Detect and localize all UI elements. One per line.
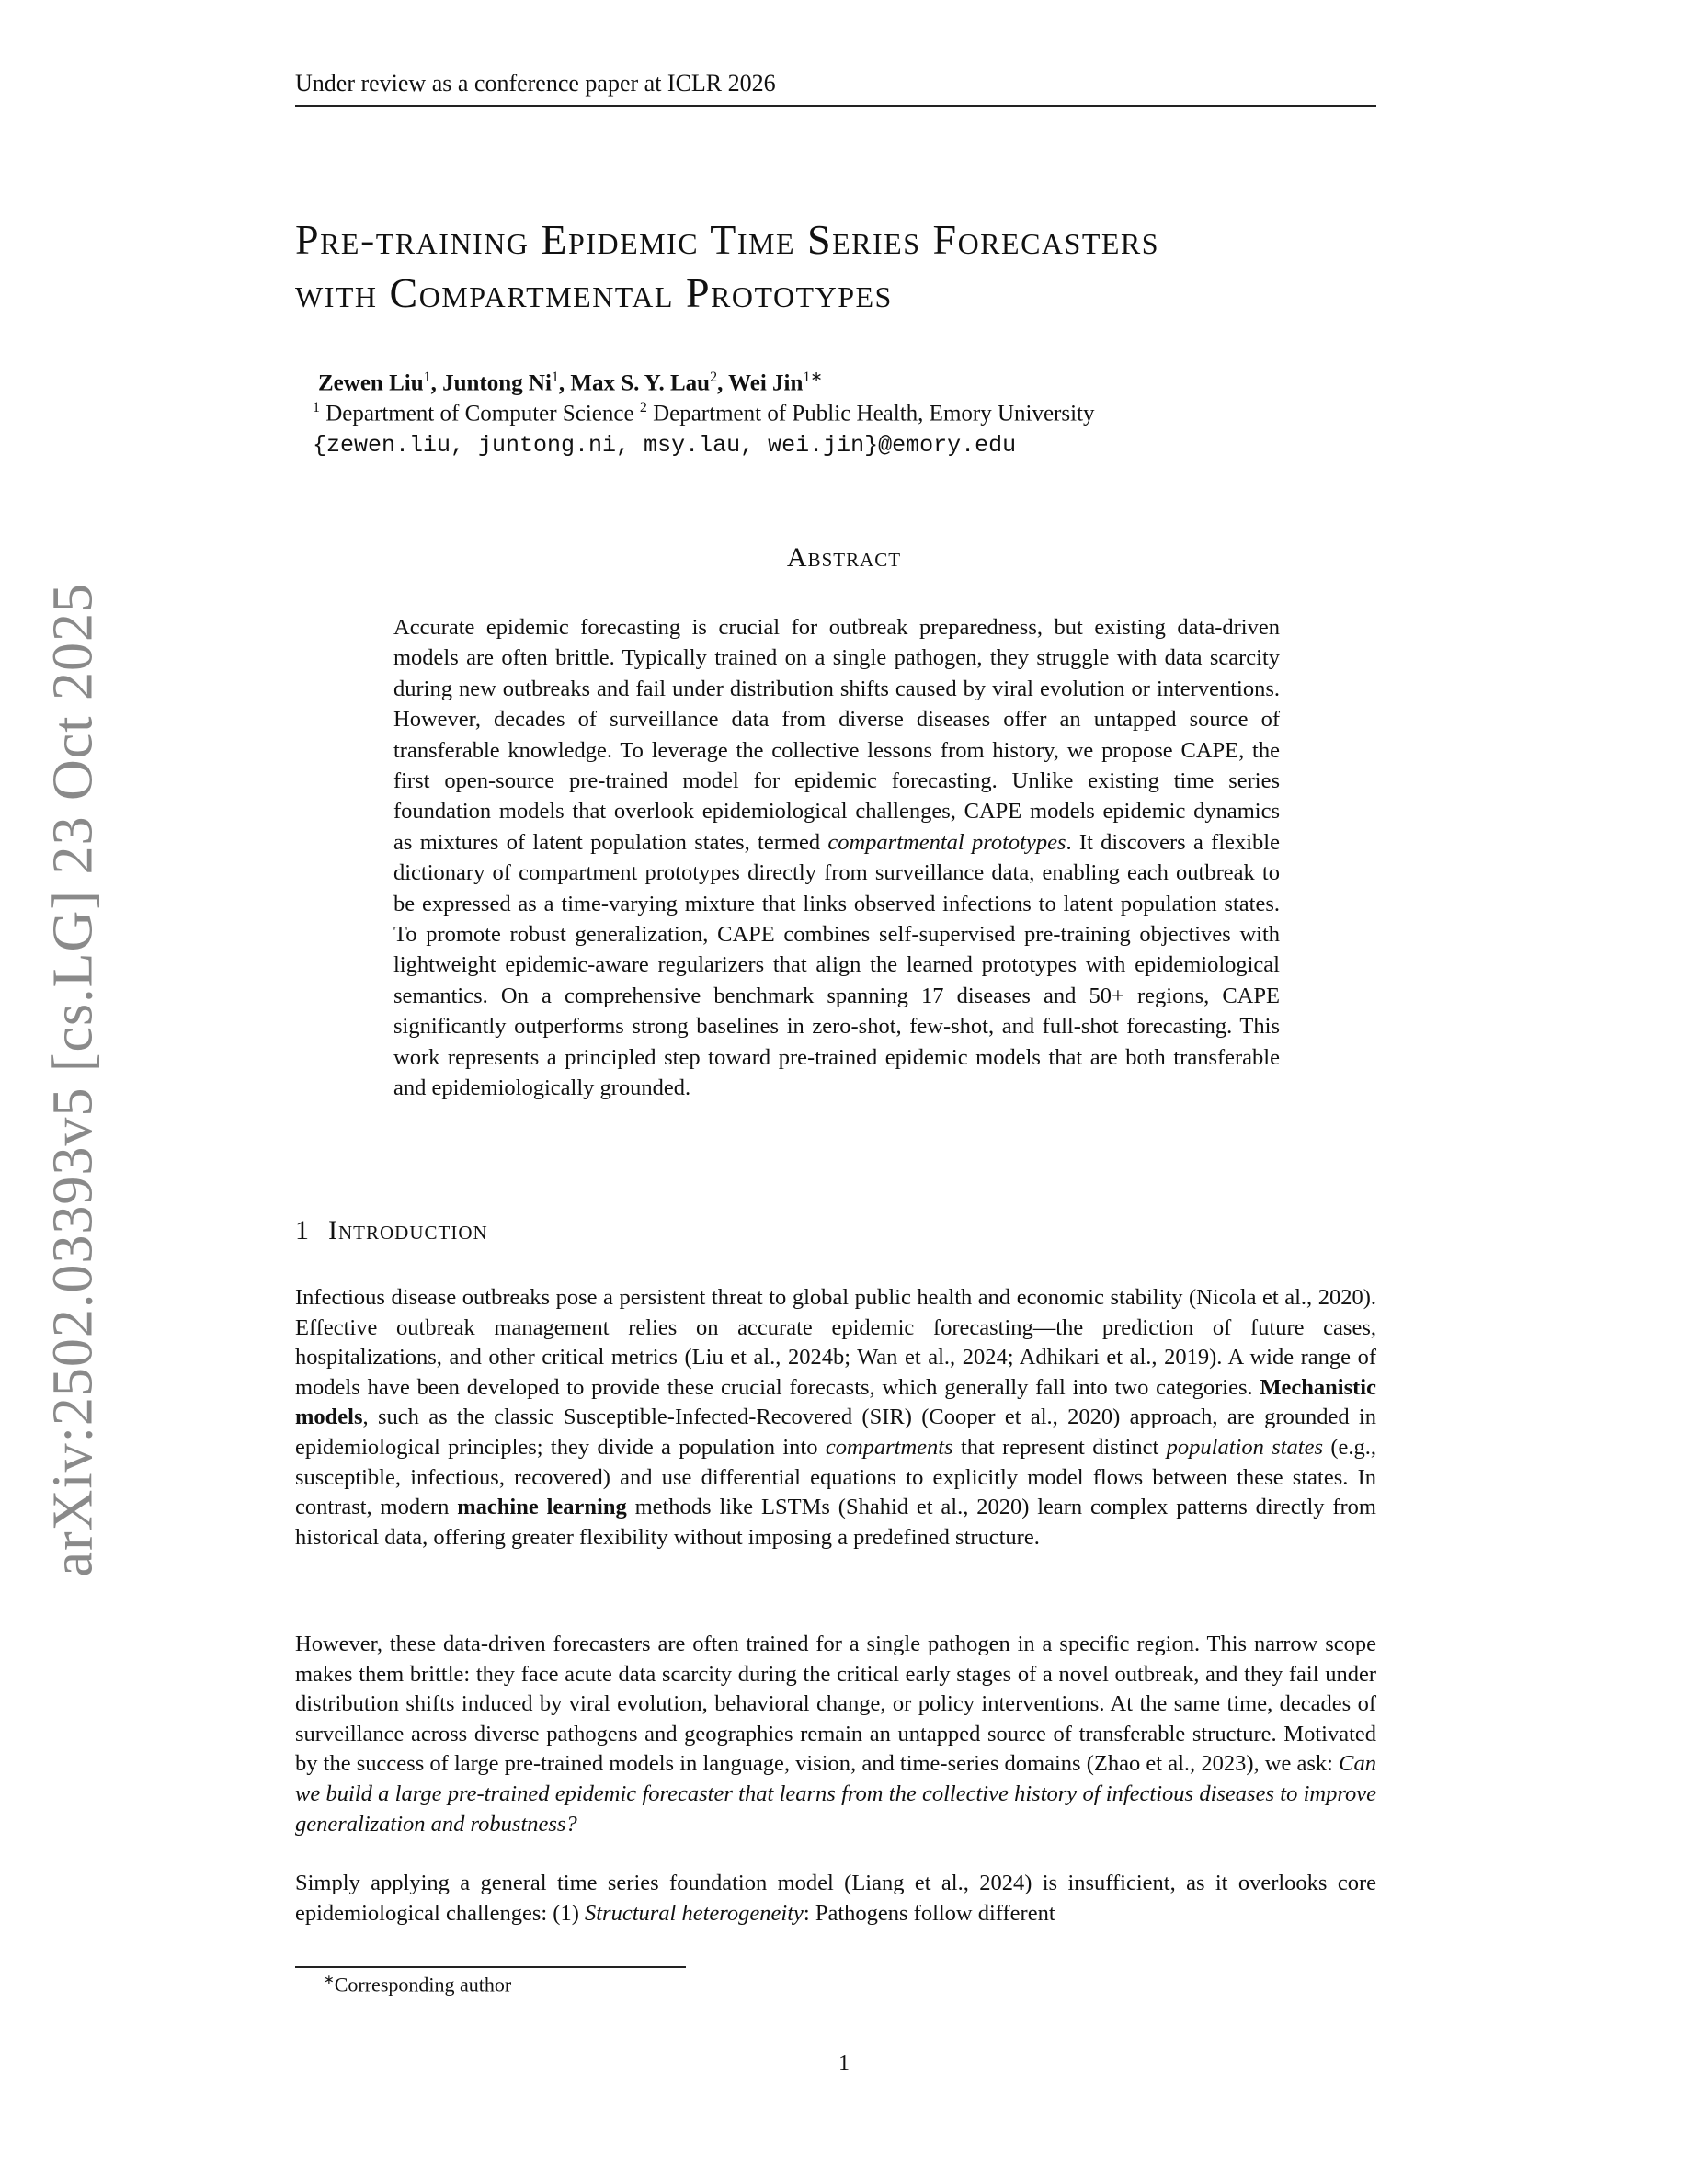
header-rule <box>295 105 1376 107</box>
emphasis: compartmental prototypes <box>827 829 1066 855</box>
text: However, these data-driven forecasters are often trained for a single pathogen in a specific region. This narrow scope makes them brittle: they face acute data scarcity during the critical early stages of a novel outbreak, and they fail under distribution shifts induced by viral evolution, behavioral change, or policy interventions. At the same time, decades of surveillance across diverse pathogens and geographies remain an untapped source of transferable structure. Motivated by the success of large pre-trained models in language, vision, and time-series domains (Zhao et al., 2023), we ask: <box>295 1632 1376 1777</box>
affiliation: Department of Public Health, Emory University <box>653 401 1095 427</box>
footnote-rule <box>295 1966 686 1968</box>
author-emails: {zewen.liu, juntong.ni, msy.lau, wei.jin}@emory.edu <box>313 432 1017 459</box>
bold-term: Mechanistic models <box>295 1374 1376 1430</box>
author-name: Juntong Ni <box>442 370 552 396</box>
author-list: Zewen Liu$^1$, Juntong Ni$^1$, Max S. Y. Lau$^2$, Wei Jin$^{1∗}$ <box>318 370 823 396</box>
arxiv-stamp: arXiv:2502.03393v5 [cs.LG] 23 Oct 2025 <box>41 583 105 1577</box>
running-header: Under review as a conference paper at ICLR 2026 <box>295 70 776 97</box>
text: Infectious disease outbreaks pose a persistent threat to global public health and economic stability (Nicola et al., 2020). Effective outbreak management relies on accurate epidemic forecasting—the prediction of future cases, hospitalizations, and other critical metrics (Liu et al., 2024b; Wan et al., 2024; Adhikari et al., 2019). A wide range of models have been developed to provide these crucial forecasts, which generally fall into two categories. <box>295 1285 1376 1400</box>
page-number: 1 <box>838 2052 850 2076</box>
author-sup: 1 <box>551 370 559 385</box>
author-name: Wei Jin <box>728 370 804 396</box>
emphasis: compartments <box>825 1434 953 1460</box>
abstract-heading: Abstract <box>786 542 902 573</box>
text: (e.g., susceptible, infectious, recovered) and use differential equations to explicitly model flows between these states. In contrast, modern <box>295 1434 1376 1520</box>
emphasis: population states <box>1166 1434 1323 1460</box>
affiliation: Department of Computer Science <box>325 401 634 427</box>
paper-title <box>295 213 1398 320</box>
paragraph <box>295 1630 1376 1839</box>
affiliations <box>313 400 1095 427</box>
affil-sup: 1 <box>313 400 320 415</box>
text: , such as the classic Susceptible-Infected-Recovered (SIR) (Cooper et al., 2020) approach, are grounded in epidemiological principles; they divide a population into <box>295 1405 1376 1460</box>
paragraph <box>295 1869 1376 1928</box>
title-line-2: with Compartmental Prototypes <box>295 269 893 316</box>
affil-sup: 2 <box>639 400 647 415</box>
footnote-text: Corresponding author <box>334 1973 512 1996</box>
text: that represent distinct <box>952 1434 1167 1460</box>
section-number: 1 <box>295 1215 310 1246</box>
footnote <box>324 1973 511 1996</box>
research-question: Can we build a large pre-trained epidemic forecaster that learns from the collective history of infectious diseases to improve generalization and robustness? <box>295 1751 1376 1837</box>
text: Simply applying a general time series foundation model (Liang et al., 2024) is insufficient, as it overlooks core epidemiological challenges: (1) <box>295 1871 1376 1926</box>
author-name: Zewen Liu <box>318 370 424 396</box>
footnote-mark: ∗ <box>324 1974 335 1987</box>
bold-term: machine learning <box>457 1495 627 1520</box>
text: Accurate epidemic forecasting is crucial for outbreak preparedness, but existing data-driven models are often brittle. Typically trained on a single pathogen, they struggle with data scarcity during new outbreaks and fail under distribution shifts caused by viral evolution or interventions. However, decades of surveillance data from diverse diseases offer an untapped source of transferable knowledge. To leverage the collective lessons from history, we propose CAPE, the first open-source pre-trained model for epidemic forecasting. Unlike existing time series foundation models that overlook epidemiological challenges, CAPE models epidemic dynamics as mixtures of latent population states, termed <box>393 615 1280 855</box>
text: . It discovers a flexible dictionary of compartment prototypes directly from surveillance data, enabling each outbreak to be expressed as a time-varying mixture that links observed infections to latent population states. To promote robust generalization, CAPE combines self-supervised pre-training objectives with lightweight epidemic-aware regularizers that align the learned prototypes with epidemiological semantics. On a comprehensive benchmark spanning 17 diseases and 50+ regions, CAPE significantly outperforms strong baselines in zero-shot, few-shot, and full-shot forecasting. This work represents a principled step toward pre-trained epidemic models that are both transferable and epidemiologically grounded. <box>393 829 1280 1101</box>
emphasis: Structural heterogeneity <box>584 1900 804 1926</box>
section-title: Introduction <box>328 1215 488 1246</box>
author-sup: 1 <box>423 370 431 385</box>
text: methods like LSTMs (Shahid et al., 2020) learn complex patterns directly from historical data, offering greater flexibility without imposing a predefined structure. <box>295 1495 1376 1550</box>
author-sup: 2 <box>710 370 718 385</box>
abstract-text <box>393 612 1280 1104</box>
author-name: Max S. Y. Lau <box>570 370 711 396</box>
section-heading <box>295 1215 488 1246</box>
text: : Pathogens follow different <box>803 1900 1055 1926</box>
paragraph <box>295 1283 1376 1553</box>
title-line-1: Pre-training Epidemic Time Series Forecasters <box>295 216 1160 263</box>
author-sup: 1∗ <box>803 370 823 385</box>
